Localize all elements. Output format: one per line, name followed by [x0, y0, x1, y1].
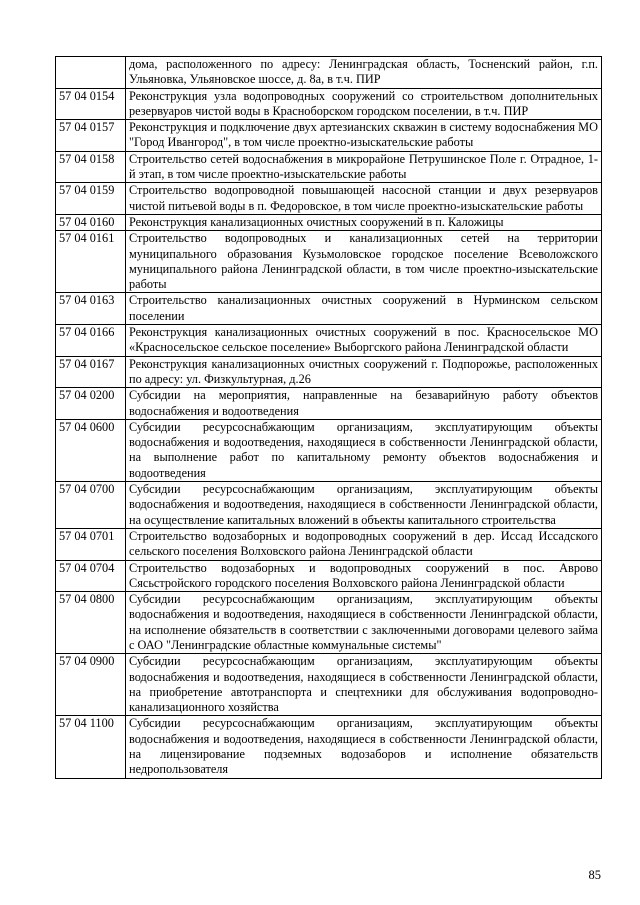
- row-description: Субсидии на мероприятия, направленные на безаварийную работу объектов водоснабжения и водоотведения: [126, 388, 602, 420]
- table-body: [56, 57, 602, 779]
- row-description: Субсидии ресурсоснабжающим организациям, эксплуатирующим объекты водоснабжения и водоотведения, находящиеся в собственности Ленинградской области, на исполнение обязательств в соответствии с заключенными договорами целевого займа с ОАО "Ленинградские областные коммунальные системы": [126, 592, 602, 654]
- row-code: 57 04 0800: [56, 592, 126, 654]
- row-code: 57 04 0704: [56, 560, 126, 592]
- table-row: [56, 482, 602, 529]
- table-row: [56, 388, 602, 420]
- row-description: Строительство водопроводной повышающей насосной станции и двух резервуаров чистой питьевой воды в п. Федоровское, в том числе проектно-изыскательские работы: [126, 183, 602, 215]
- table-row: [56, 716, 602, 778]
- row-description: Реконструкция канализационных очистных сооружений в пос. Красносельское МО «Красносельское сельское поселение» Выборгского района Ленинградской области: [126, 325, 602, 357]
- table-row: [56, 356, 602, 388]
- row-code: 57 04 0701: [56, 528, 126, 560]
- row-description: Реконструкция канализационных очистных сооружений г. Подпорожье, расположенных по адресу: ул. Физкультурная, д.26: [126, 356, 602, 388]
- row-description: Субсидии ресурсоснабжающим организациям, эксплуатирующим объекты водоснабжения и водоотведения, находящиеся в собственности Ленинградской области, на выполнение работ по капитальному ремонту объектов водоснабжения и водоотведения: [126, 419, 602, 481]
- table-row: [56, 214, 602, 230]
- table-row: [56, 57, 602, 89]
- row-code: 57 04 0160: [56, 214, 126, 230]
- row-description: Строительство канализационных очистных сооружений в Нурминском сельском поселении: [126, 293, 602, 325]
- table-row: [56, 293, 602, 325]
- row-code: [56, 57, 126, 89]
- row-code: 57 04 0600: [56, 419, 126, 481]
- row-description: Реконструкция и подключение двух артезианских скважин в систему водоснабжения МО "Город Ивангород", в том числе проектно-изыскательские работы: [126, 120, 602, 152]
- row-description: дома, расположенного по адресу: Ленинградская область, Тосненский район, г.п. Ульяновка, Ульяновское шоссе, д. 8а, в т.ч. ПИР: [126, 57, 602, 89]
- table-row: [56, 592, 602, 654]
- row-description: Субсидии ресурсоснабжающим организациям, эксплуатирующим объекты водоснабжения и водоотведения, находящиеся в собственности Ленинградской области, на лицензирование подземных водозаборов и исполнение обязательств недропользователя: [126, 716, 602, 778]
- table-row: [56, 231, 602, 293]
- table-row: [56, 560, 602, 592]
- row-description: Строительство водопроводных и канализационных сетей на территории муниципального образования Кузьмоловское городское поселение Всеволожского муниципального района Ленинградской области, в том числе проектно-изыскательские работы: [126, 231, 602, 293]
- row-description: Субсидии ресурсоснабжающим организациям, эксплуатирующим объекты водоснабжения и водоотведения, находящиеся в собственности Ленинградской области, на осуществление капитальных вложений в объекты капитального строительства: [126, 482, 602, 529]
- page-number: 85: [588, 868, 601, 882]
- row-code: 57 04 0166: [56, 325, 126, 357]
- table-row: [56, 151, 602, 183]
- row-code: 57 04 0700: [56, 482, 126, 529]
- budget-code-table: [55, 56, 602, 779]
- table-row: [56, 88, 602, 120]
- row-code: 57 04 1100: [56, 716, 126, 778]
- row-description: Субсидии ресурсоснабжающим организациям, эксплуатирующим объекты водоснабжения и водоотведения, находящиеся в собственности Ленинградской области, на приобретение автотранспорта и спецтехники для обслуживания водопроводно-канализационного хозяйства: [126, 654, 602, 716]
- table-row: [56, 419, 602, 481]
- row-code: 57 04 0154: [56, 88, 126, 120]
- row-description: Строительство водозаборных и водопроводных сооружений в пос. Аврово Сясьстройского городского поселения Волховского района Ленинградской области: [126, 560, 602, 592]
- row-code: 57 04 0159: [56, 183, 126, 215]
- row-description: Реконструкция канализационных очистных сооружений в п. Каложицы: [126, 214, 602, 230]
- table-row: [56, 183, 602, 215]
- row-code: 57 04 0157: [56, 120, 126, 152]
- row-description: Строительство водозаборных и водопроводных сооружений в дер. Иссад Иссадского сельского поселения Волховского района Ленинградской области: [126, 528, 602, 560]
- row-code: 57 04 0161: [56, 231, 126, 293]
- row-code: 57 04 0167: [56, 356, 126, 388]
- row-description: Реконструкция узла водопроводных сооружений со строительством дополнительных резервуаров чистой воды в Красноборском городском поселении, в т.ч. ПИР: [126, 88, 602, 120]
- row-code: 57 04 0200: [56, 388, 126, 420]
- table-row: [56, 654, 602, 716]
- row-code: 57 04 0158: [56, 151, 126, 183]
- table-row: [56, 528, 602, 560]
- table-row: [56, 325, 602, 357]
- row-code: 57 04 0163: [56, 293, 126, 325]
- row-description: Строительство сетей водоснабжения в микрорайоне Петрушинское Поле г. Отрадное, 1-й этап, в том числе проектно-изыскательские работы: [126, 151, 602, 183]
- table-row: [56, 120, 602, 152]
- row-code: 57 04 0900: [56, 654, 126, 716]
